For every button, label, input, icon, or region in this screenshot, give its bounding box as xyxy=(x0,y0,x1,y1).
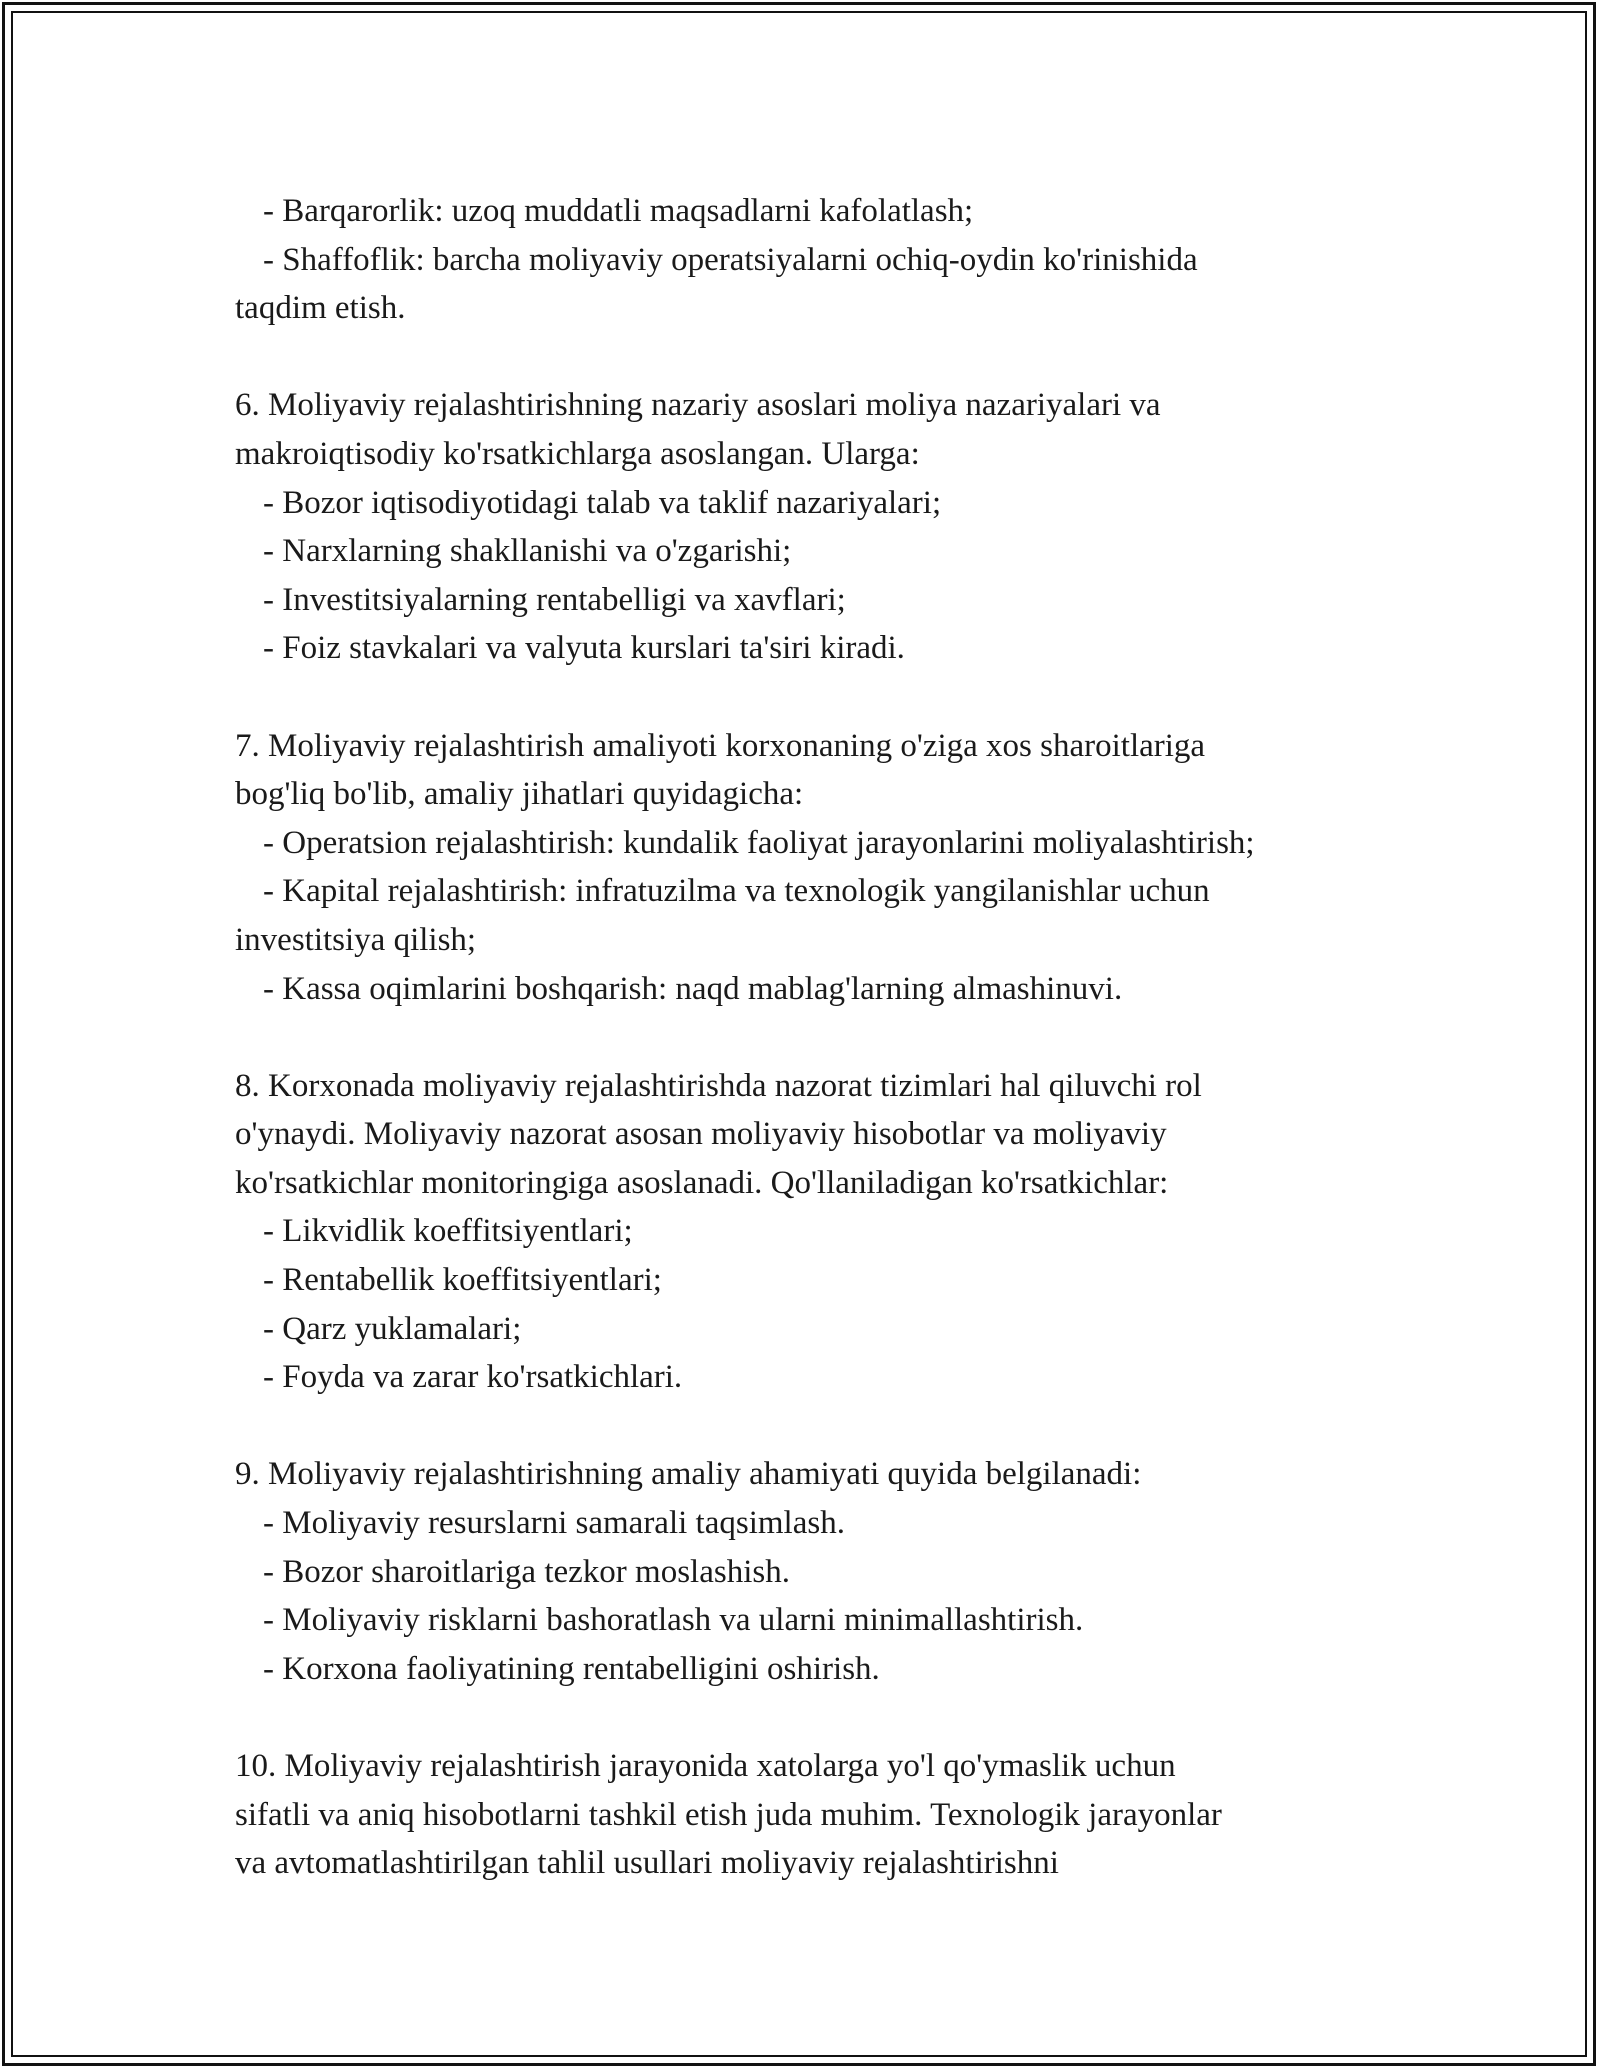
list-item: - Bozor iqtisodiyotidagi talab va taklif nazariyalari; xyxy=(263,484,942,521)
text-line: va avtomatlashtirilgan tahlil usullari moliyaviy rejalashtirishni xyxy=(235,1845,1059,1882)
text-line: 7. Moliyaviy rejalashtirish amaliyoti korxonaning o'ziga xos sharoitlariga xyxy=(235,727,1206,764)
document-body xyxy=(235,187,1435,1888)
text-line: ko'rsatkichlar monitoringiga asoslanadi. Qo'llaniladigan ko'rsatkichlar: xyxy=(235,1164,1169,1201)
list-item: - Foiz stavkalari va valyuta kurslari ta'siri kiradi. xyxy=(263,630,905,667)
text-line: taqdim etish. xyxy=(235,290,406,327)
list-item: - Barqarorlik: uzoq muddatli maqsadlarni kafolatlash; xyxy=(263,193,974,229)
paragraph-gap xyxy=(235,1013,1435,1062)
paragraph-gap xyxy=(235,333,1435,382)
text-line: sifatli va aniq hisobotlarni tashkil etish juda muhim. Texnologik jarayonlar xyxy=(235,1796,1222,1833)
text-line: investitsiya qilish; xyxy=(235,921,477,958)
text-line: 6. Moliyaviy rejalashtirishning nazariy asoslari moliya nazariyalari va xyxy=(235,387,1161,424)
list-item: - Moliyaviy resurslarni samarali taqsimlash. xyxy=(263,1505,845,1542)
text-line: 9. Moliyaviy rejalashtirishning amaliy ahamiyati quyida belgilanadi: xyxy=(235,1456,1142,1493)
list-item: - Shaffoflik: barcha moliyaviy operatsiyalarni ochiq-oydin ko'rinishida xyxy=(263,241,1198,278)
list-item: - Rentabellik koeffitsiyentlari; xyxy=(263,1262,662,1299)
list-item: - Operatsion rejalashtirish: kundalik faoliyat jarayonlarini moliyalashtirish; xyxy=(263,824,1255,861)
list-item: - Narxlarning shakllanishi va o'zgarishi; xyxy=(263,533,792,570)
paragraph-gap xyxy=(235,1693,1435,1742)
list-item: - Foyda va zarar ko'rsatkichlari. xyxy=(263,1359,683,1396)
list-item: - Bozor sharoitlariga tezkor moslashish. xyxy=(263,1553,790,1590)
text-line: 10. Moliyaviy rejalashtirish jarayonida xatolarga yo'l qo'ymaslik uchun xyxy=(235,1748,1176,1784)
list-item: - Investitsiyalarning rentabelligi va xavflari; xyxy=(263,581,846,618)
list-item: - Korxona faoliyatining rentabelligini oshirish. xyxy=(263,1650,880,1687)
text-line: o'ynaydi. Moliyaviy nazorat asosan moliyaviy hisobotlar va moliyaviy xyxy=(235,1116,1167,1153)
list-item: - Moliyaviy risklarni bashoratlash va ularni minimallashtirish. xyxy=(263,1602,1084,1639)
paragraph-gap xyxy=(235,673,1435,722)
paragraph-gap xyxy=(235,1402,1435,1451)
list-item: - Qarz yuklamalari; xyxy=(263,1310,522,1347)
text-line: makroiqtisodiy ko'rsatkichlarga asoslangan. Ularga: xyxy=(235,435,920,472)
list-item: - Likvidlik koeffitsiyentlari; xyxy=(263,1213,633,1250)
text-line: 8. Korxonada moliyaviy rejalashtirishda nazorat tizimlari hal qiluvchi rol xyxy=(235,1067,1202,1104)
list-item: - Kapital rejalashtirish: infratuzilma va texnologik yangilanishlar uchun xyxy=(263,873,1210,910)
list-item: - Kassa oqimlarini boshqarish: naqd mablag'larning almashinuvi. xyxy=(263,970,1123,1007)
text-line: bog'liq bo'lib, amaliy jihatlari quyidagicha: xyxy=(235,776,804,813)
